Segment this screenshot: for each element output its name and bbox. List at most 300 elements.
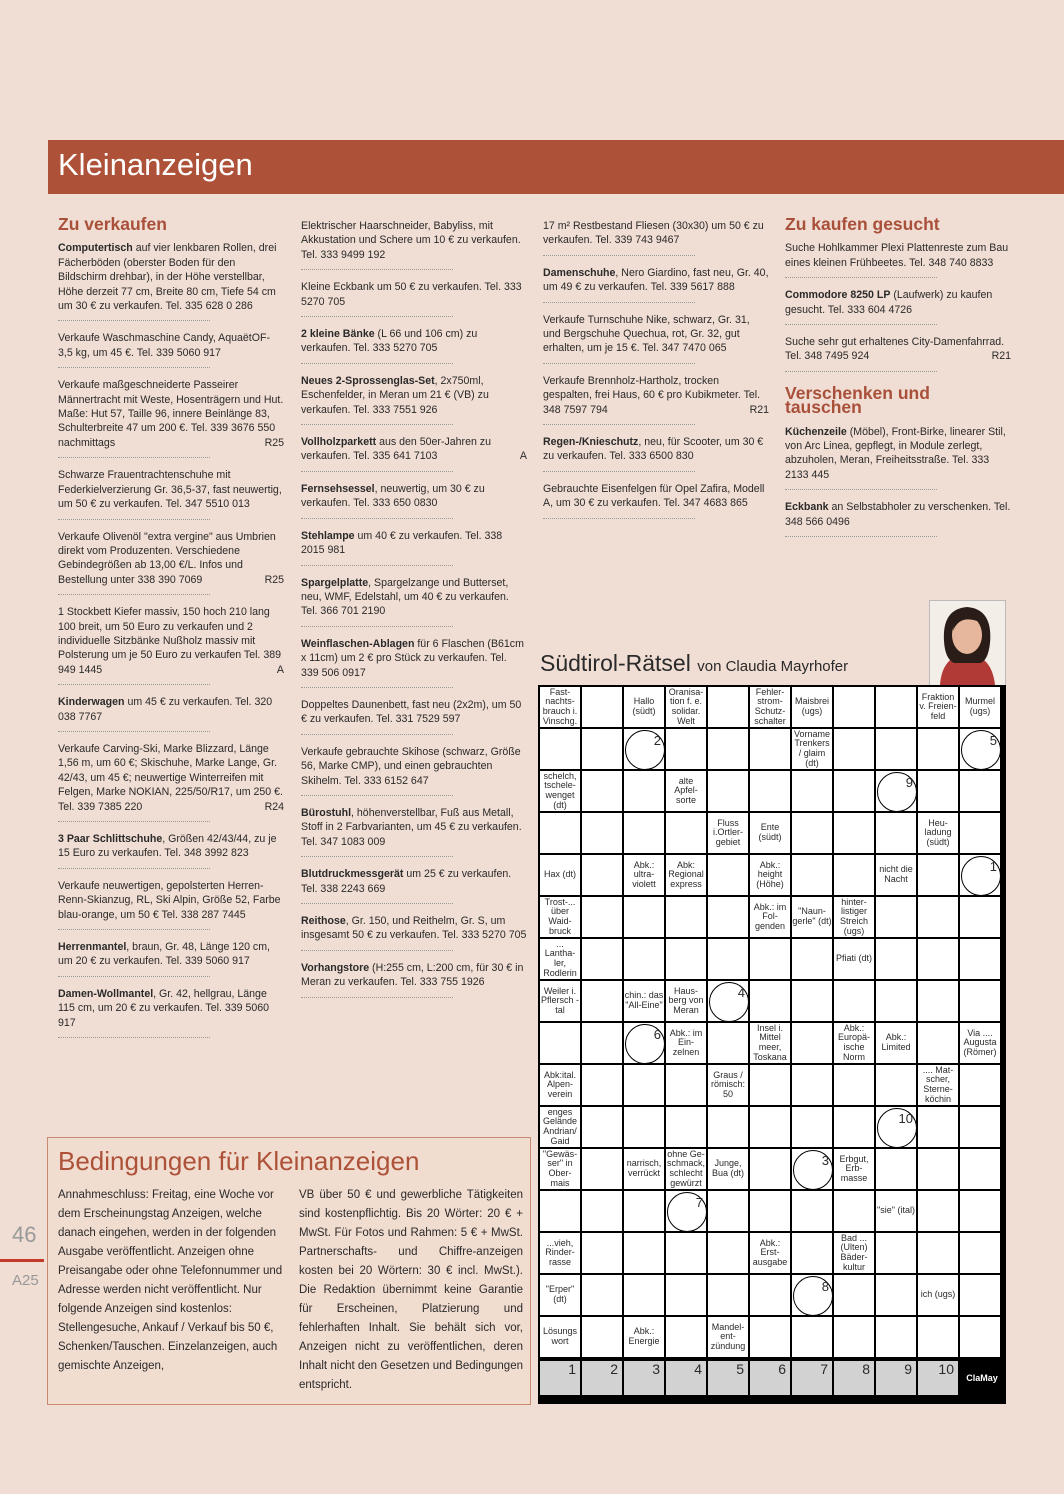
ad-text: um 25 € zu verkaufen. Tel. 338 2243 669 xyxy=(301,868,512,895)
answer-cell[interactable] xyxy=(792,1023,832,1063)
clue-cell: Abk.: Energie xyxy=(624,1317,664,1357)
classified-ad xyxy=(58,832,284,869)
author-photo xyxy=(929,600,1006,686)
answer-cell[interactable] xyxy=(624,729,664,769)
answer-cell[interactable] xyxy=(960,1233,1000,1273)
answer-cell[interactable] xyxy=(582,1233,622,1273)
answer-cell[interactable] xyxy=(876,1275,916,1315)
ad-text: Verkaufe Turnschuhe Nike, schwarz, Gr. 31, und Bergschuhe Quechua, rot, Gr. 32, gut erhalten, um je 15 €. Tel. 347 7470 065 xyxy=(543,313,750,355)
answer-cell[interactable] xyxy=(834,1191,874,1231)
clue-cell: Lösungs wort xyxy=(540,1317,580,1357)
ad-list xyxy=(785,425,1011,537)
ad-keyword: Blutdruckmessgerät xyxy=(301,868,404,881)
answer-cell[interactable] xyxy=(792,855,832,895)
ad-text: Suche Hohlkammer Plexi Plattenreste zum Bau eines kleinen Frühbeetes. Tel. 348 740 8833 xyxy=(785,242,1009,269)
classified-ad xyxy=(543,374,769,425)
clue-cell: nicht die Nacht xyxy=(876,855,916,895)
answer-cell[interactable] xyxy=(834,813,874,853)
answer-cell[interactable] xyxy=(540,1191,580,1231)
ad-text: Verkaufe Brennholz-Hartholz, trocken gespalten, frei Haus, 60 € pro Kubikmeter. Tel. 348 7597 794 xyxy=(543,374,761,416)
classified-ad xyxy=(785,241,1011,278)
answer-cell[interactable] xyxy=(624,1107,664,1147)
clue-cell: Bad ... (Ulten) Bäder-kultur xyxy=(834,1233,874,1273)
answer-cell[interactable] xyxy=(918,1233,958,1273)
answer-cell[interactable] xyxy=(750,939,790,979)
answer-cell[interactable] xyxy=(750,1275,790,1315)
answer-cell[interactable] xyxy=(708,939,748,979)
answer-cell[interactable] xyxy=(666,1275,706,1315)
solution-number: 2 xyxy=(653,733,661,748)
ad-text: , Nero Giardino, fast neu, Gr. 40, um 49 € zu verkaufen. Tel. 339 5617 888 xyxy=(543,266,769,294)
clue-cell: Trost-... über Waid-bruck xyxy=(540,897,580,937)
answer-cell[interactable] xyxy=(666,1107,706,1147)
answer-cell[interactable] xyxy=(876,939,916,979)
clue-cell: Weiler i. Pflersch -tal xyxy=(540,981,580,1021)
answer-cell[interactable] xyxy=(750,1065,790,1105)
answer-cell[interactable] xyxy=(876,729,916,769)
answer-cell[interactable] xyxy=(540,813,580,853)
clue-cell: ... Lantha-ler, Rodlerin xyxy=(540,939,580,979)
answer-cell[interactable] xyxy=(918,897,958,937)
ad-text: Verkaufe gebrauchte Skihose (schwarz, Größe 56, Marke CMP), und einen gebrauchten Skihelm. Tel. 333 6152 647 xyxy=(301,745,521,787)
column-4 xyxy=(785,215,1011,547)
clue-cell: Pfiati (dt) xyxy=(834,939,874,979)
ad-list xyxy=(301,219,527,998)
ad-text: um 40 € zu verkaufen. Tel. 338 2015 981 xyxy=(301,529,503,557)
conditions-title: Bedingungen für Kleinanzeigen xyxy=(58,1146,420,1176)
clue-cell: Maisbrei (ugs) xyxy=(792,687,832,727)
answer-cell[interactable] xyxy=(624,771,664,811)
solution-number: 4 xyxy=(737,985,745,1000)
answer-cell[interactable] xyxy=(582,939,622,979)
ad-text: Verkaufe maßgeschneiderte Passeirer Männertracht mit Weste, Hosenträgern und Hut. Maße: Hut 57, Taille 96, innere Beinlänge 83, Schulterbreite 47 um 200 €. Tel. 339 3676 550 nachmittags xyxy=(58,379,284,449)
ad-text: (Laufwerk) zu kaufen gesucht. Tel. 333 604 4726 xyxy=(785,289,993,316)
ad-text: (Möbel), Front-Birke, linearer Stil, von Arc Linea, gepflegt, in Module zerlegt, abzuholen, Meran, Freiheitsstraße. Tel. 333 2133 445 xyxy=(785,425,1006,481)
ad-code: A xyxy=(276,663,284,676)
answer-cell[interactable] xyxy=(708,771,748,811)
classified-ad xyxy=(301,961,527,998)
solution-number: 9 xyxy=(905,775,913,790)
answer-cell[interactable] xyxy=(582,1023,622,1063)
clue-cell: Abk.: im Fol-genden xyxy=(750,897,790,937)
ad-text: , Gr. 150, und Reithelm, Gr. S, um insgesamt 50 € zu verkaufen. Tel. 333 5270 705 xyxy=(301,915,527,942)
answer-cell[interactable] xyxy=(918,1107,958,1147)
page-number: 46 xyxy=(12,1222,37,1247)
answer-cell[interactable] xyxy=(834,771,874,811)
answer-cell[interactable] xyxy=(792,981,832,1021)
answer-cell[interactable] xyxy=(834,981,874,1021)
answer-cell[interactable] xyxy=(540,729,580,769)
answer-cell[interactable] xyxy=(666,1191,706,1231)
answer-cell[interactable] xyxy=(876,813,916,853)
answer-cell[interactable] xyxy=(708,1023,748,1063)
answer-cell[interactable] xyxy=(582,1107,622,1147)
answer-cell[interactable] xyxy=(582,897,622,937)
answer-cell[interactable] xyxy=(834,1107,874,1147)
answer-cell[interactable] xyxy=(582,1317,622,1357)
ad-keyword: Herrenmantel xyxy=(58,941,127,954)
puzzle-title-text: Südtirol-Rätsel xyxy=(540,650,691,676)
clue-cell: Fraktion v. Freien-feld xyxy=(918,687,958,727)
answer-cell[interactable] xyxy=(540,1023,580,1063)
answer-cell[interactable] xyxy=(624,897,664,937)
ad-keyword: Spargelplatte xyxy=(301,576,369,589)
answer-cell[interactable] xyxy=(918,939,958,979)
page-title: Kleinanzeigen xyxy=(58,147,253,182)
ad-list xyxy=(785,241,1011,371)
clue-cell: Insel i. Mittel meer, Toskana xyxy=(750,1023,790,1063)
answer-cell[interactable] xyxy=(834,687,874,727)
answer-cell[interactable] xyxy=(750,1317,790,1357)
classified-ad xyxy=(301,219,527,270)
clue-cell: "sie" (ital) xyxy=(876,1191,916,1231)
clue-cell: ohne Ge-schmack, schlecht gewürzt xyxy=(666,1149,705,1188)
ad-keyword: Damen-Wollmantel xyxy=(58,987,154,1000)
classified-ad xyxy=(543,219,769,256)
answer-cell[interactable] xyxy=(708,855,748,895)
answer-cell[interactable] xyxy=(624,1065,664,1105)
classified-ad xyxy=(543,266,769,303)
solution-number: 3 xyxy=(821,1153,829,1168)
answer-cell[interactable] xyxy=(582,1275,622,1315)
answer-cell[interactable] xyxy=(582,687,622,727)
ad-code: R25 xyxy=(264,436,284,449)
ad-text: aus den 50er-Jahren zu verkaufen. Tel. 335 641 7103 xyxy=(301,436,491,463)
answer-cell[interactable] xyxy=(666,1317,706,1357)
ad-text: 1 Stockbett Kiefer massiv, 150 hoch 210 lang 100 breit, um 50 Euro zu verkaufen und 2 individuelle Sitzbänke Nußholz massiv mit Polsterung um je 50 Euro zu verkaufen Tel. 389 949 1445 xyxy=(58,606,281,676)
classified-ad xyxy=(58,742,284,822)
answer-cell[interactable] xyxy=(666,729,706,769)
answer-cell[interactable] xyxy=(876,687,916,727)
ad-text: , neu, für Scooter, um 30 € zu verkaufen. Tel. 333 6500 830 xyxy=(543,436,764,463)
answer-cell[interactable] xyxy=(624,813,664,853)
ad-text: , Gr. 42, hellgrau, Länge 115 cm, um 20 € zu verkaufen. Tel. 339 5060 917 xyxy=(58,987,270,1029)
clue-cell: "Naun-gerle" (dt) xyxy=(792,897,832,937)
answer-cell[interactable] xyxy=(708,1107,748,1147)
answer-cell[interactable] xyxy=(960,981,1000,1021)
answer-cell[interactable] xyxy=(666,1233,706,1273)
ad-text: , neuwertig, um 30 € zu verkaufen. Tel. 333 650 0830 xyxy=(301,482,485,510)
classified-ad xyxy=(301,482,527,519)
clue-cell: ...vieh, Rinder-rasse xyxy=(540,1233,580,1273)
answer-cell[interactable] xyxy=(918,855,958,895)
answer-cell[interactable] xyxy=(960,1191,1000,1231)
solution-box[interactable]: 1 xyxy=(540,1361,580,1395)
answer-cell[interactable] xyxy=(708,897,748,937)
clue-cell: hinter-listiger Streich (ugs) xyxy=(834,897,874,937)
answer-cell[interactable] xyxy=(792,1149,832,1189)
answer-cell[interactable] xyxy=(582,729,622,769)
ad-keyword: 2 kleine Bänke xyxy=(301,328,375,341)
ad-code: R24 xyxy=(264,800,284,813)
column-2 xyxy=(301,219,527,1008)
clue-cell: .... Mat-scher, Sterne-köchin xyxy=(918,1065,958,1105)
clue-cell: Erbgut, Erb-masse xyxy=(834,1149,874,1189)
classified-ad xyxy=(301,806,527,857)
answer-cell[interactable] xyxy=(666,897,706,937)
answer-cell[interactable] xyxy=(876,1107,916,1147)
clue-cell: Junge, Bua (dt) xyxy=(708,1149,748,1189)
answer-cell[interactable] xyxy=(834,729,874,769)
answer-cell[interactable] xyxy=(834,855,874,895)
ad-code: R21 xyxy=(991,350,1011,363)
clue-cell: Haus-berg von Meran xyxy=(666,981,706,1021)
answer-cell[interactable] xyxy=(918,1149,958,1189)
answer-cell[interactable] xyxy=(876,771,916,811)
classified-ad xyxy=(58,940,284,977)
page-code: A25 xyxy=(12,1272,39,1289)
answer-cell[interactable] xyxy=(960,1107,1000,1147)
classified-ad xyxy=(785,425,1011,491)
answer-cell[interactable] xyxy=(960,1149,1000,1189)
clue-cell: enges Gelände Andrian/ Gaid xyxy=(540,1107,580,1147)
answer-cell[interactable] xyxy=(792,1233,832,1273)
answer-cell[interactable] xyxy=(750,981,790,1021)
answer-cell[interactable] xyxy=(666,939,706,979)
answer-cell[interactable] xyxy=(834,1275,874,1315)
answer-cell[interactable] xyxy=(792,1275,832,1315)
classified-ad xyxy=(785,288,1011,325)
answer-cell[interactable] xyxy=(876,981,916,1021)
ad-keyword: Vollholzparkett xyxy=(301,436,377,449)
clue-cell: Abk.: Europä-ische Norm xyxy=(834,1023,874,1063)
classified-ad xyxy=(58,378,284,458)
answer-cell[interactable] xyxy=(960,813,1000,853)
answer-cell[interactable] xyxy=(960,1065,1000,1105)
answer-cell[interactable] xyxy=(750,1149,790,1189)
answer-cell[interactable] xyxy=(960,771,1000,811)
answer-cell[interactable] xyxy=(918,1191,958,1231)
solution-number: 5 xyxy=(989,733,997,748)
answer-cell[interactable] xyxy=(582,771,622,811)
answer-cell[interactable] xyxy=(960,729,1000,769)
ad-text: Doppeltes Daunenbett, fast neu (2x2m), um 50 € zu verkaufen. Tel. 331 7529 597 xyxy=(301,698,522,726)
solution-box[interactable]: 8 xyxy=(834,1361,874,1395)
brand-logo: ClaMay xyxy=(960,1361,1004,1395)
classified-ad xyxy=(301,914,527,951)
answer-cell[interactable] xyxy=(834,1065,874,1105)
classified-ad xyxy=(785,335,1011,372)
ad-keyword: Damenschuhe xyxy=(543,266,616,279)
divider xyxy=(0,1259,44,1262)
clue-cell: Abk.: height (Höhe) xyxy=(750,855,790,895)
classified-ad xyxy=(301,745,527,796)
ad-text: Schwarze Frauentrachtenschuhe mit Federkielverzierung Gr. 36,5-37, fast neuwertig, um 50 € zu verkaufen. Tel. 347 5510 013 xyxy=(58,469,282,511)
answer-cell[interactable] xyxy=(750,771,790,811)
solution-box[interactable]: 6 xyxy=(750,1361,790,1395)
section-heading-give: Verschenken und tauschen xyxy=(785,382,930,418)
answer-cell[interactable] xyxy=(582,981,622,1021)
ad-text: , höhenverstellbar, Fuß aus Metall, Stoff in 2 Farbvarianten, um 45 € zu verkaufen. Tel. 347 1083 009 xyxy=(301,806,522,848)
ad-text: für 6 Flaschen (B61cm x 11cm) um 2 € pro Stück zu verkaufen. Tel. 339 506 0917 xyxy=(301,637,524,679)
classified-ad xyxy=(58,468,284,519)
answer-cell[interactable] xyxy=(792,939,832,979)
classified-ad xyxy=(58,605,284,685)
answer-cell[interactable] xyxy=(792,813,832,853)
ad-text: Gebrauchte Eisenfelgen für Opel Zafira, Modell A, um 30 € zu verkaufen. Tel. 347 4683 865 xyxy=(543,482,765,510)
classified-ad xyxy=(58,695,284,732)
clue-cell: Heu-ladung (südt) xyxy=(918,813,958,853)
answer-cell[interactable] xyxy=(792,1065,832,1105)
classified-ad xyxy=(301,435,527,472)
answer-cell[interactable] xyxy=(792,1317,832,1357)
clue-cell: Oranisa-tion f. e. solidar. Welt xyxy=(666,687,706,727)
ad-keyword: Weinflaschen-Ablagen xyxy=(301,637,415,650)
answer-cell[interactable] xyxy=(876,1317,916,1357)
ad-text: , Größen 42/43/44, zu je 15 Euro zu verkaufen. Tel. 348 3992 823 xyxy=(58,833,277,860)
ad-code: A xyxy=(519,450,527,463)
ad-keyword: Vorhangstore xyxy=(301,961,370,974)
answer-cell[interactable] xyxy=(708,1191,748,1231)
ad-text: Kleine Eckbank um 50 € zu verkaufen. Tel. 333 5270 705 xyxy=(301,281,522,308)
answer-cell[interactable] xyxy=(876,1149,916,1189)
clue-cell: Abk: Regional express xyxy=(666,855,706,895)
crossword-grid xyxy=(538,685,1006,1404)
classified-ad xyxy=(543,435,769,472)
ad-keyword: Reithose xyxy=(301,915,346,927)
ad-list xyxy=(543,219,769,519)
answer-cell[interactable] xyxy=(624,1275,664,1315)
ad-keyword: Computertisch xyxy=(58,242,133,255)
column-3 xyxy=(543,219,769,529)
clue-cell: Fluss i.Ortler-gebiet xyxy=(708,813,748,853)
answer-cell[interactable] xyxy=(792,1107,832,1147)
ad-code: R21 xyxy=(749,403,769,416)
clue-cell: Graus / römisch: 50 xyxy=(708,1065,748,1105)
classified-ad xyxy=(301,576,527,627)
classified-ad xyxy=(58,987,284,1038)
classified-ad xyxy=(58,879,284,930)
answer-cell[interactable] xyxy=(918,981,958,1021)
answer-cell[interactable] xyxy=(750,1107,790,1147)
answer-cell[interactable] xyxy=(708,1233,748,1273)
answer-cell[interactable] xyxy=(918,1023,958,1063)
answer-cell[interactable] xyxy=(876,1065,916,1105)
ad-text: , Spargelzange und Butterset, neu, WMF, Edelstahl, um 40 € zu verkaufen. Tel. 366 701 2190 xyxy=(301,576,509,618)
ad-code: R25 xyxy=(264,573,284,586)
puzzle-title xyxy=(540,650,848,677)
clue-cell: chin.: das "All-Eine" xyxy=(624,981,664,1021)
ad-text: Verkaufe Olivenöl "extra vergine" aus Umbrien direkt vom Produzenten. Verschiedene Gebindegrößen ab 13,00 €/L. Infos und Bestellung unter 338 390 7069 xyxy=(58,530,276,586)
classified-ad xyxy=(301,327,527,364)
conditions-text-left: Annahmeschluss: Freitag, eine Woche vor dem Erscheinungstag Anzeigen, welche danach eingehen, werden in der folgenden Ausgabe veröffentlicht. Anzeigen ohne Preisangabe oder ohne Telefonnummer und Adresse werden nicht veröffentlicht. Nur folgende Anzeigen sind kostenlos: Stellengesuche, Ankauf / Verkauf bis 50 €, Schenken/Tauschen. Einzelanzeigen, auch gemischte Anzeigen, xyxy=(58,1189,283,1372)
ad-keyword: Commodore 8250 LP xyxy=(785,289,891,302)
ad-text: 17 m² Restbestand Fliesen (30x30) um 50 € zu verkaufen. Tel. 339 743 9467 xyxy=(543,220,764,247)
classified-ad xyxy=(785,500,1011,537)
ad-text: Elektrischer Haarschneider, Babyliss, mit Akkustation und Schere um 10 € zu verkaufen. Tel. 333 9499 192 xyxy=(301,220,521,261)
answer-cell[interactable] xyxy=(582,1191,622,1231)
classified-ad xyxy=(301,529,527,566)
answer-cell[interactable] xyxy=(708,687,748,727)
classified-ad xyxy=(58,331,284,368)
classified-ad xyxy=(301,374,527,425)
answer-cell[interactable] xyxy=(582,1065,622,1105)
answer-cell[interactable] xyxy=(666,1065,706,1105)
ad-text: an Selbstabholer zu verschenken. Tel. 348 566 0496 xyxy=(785,501,1011,528)
solution-box[interactable]: 2 xyxy=(582,1361,622,1395)
ad-keyword: Regen-/Knieschutz xyxy=(543,436,639,449)
answer-cell[interactable] xyxy=(876,1233,916,1273)
conditions-text-right: VB über 50 € und gewerbliche Tätigkeiten sind kostenpflichtig. Bis 20 Wörter: 20 € + MwSt. Für Fotos und Rahmen: 5 € + MwSt. Partnerschafts- und Chiffre-anzeigen kosten bei 20 Wörtern: 30 € incl. MwSt.). Die Redaktion übernimmt keine Garantie für Erscheinen, Platzierung und fehlerhaften Inhalt. Sie behält sich vor, Anzeigen nicht zu veröffentlichen, deren Inhalt nicht den Gesetzen und Bedingungen entspricht. xyxy=(299,1189,523,1391)
answer-cell[interactable] xyxy=(708,981,748,1021)
clue-cell: Abk.: Erst-ausgabe xyxy=(750,1233,790,1273)
solution-number: 8 xyxy=(821,1279,829,1294)
solution-box[interactable]: 10 xyxy=(918,1361,958,1395)
answer-cell[interactable] xyxy=(666,813,706,853)
answer-cell[interactable] xyxy=(792,1191,832,1231)
answer-cell[interactable] xyxy=(876,897,916,937)
answer-cell[interactable] xyxy=(918,771,958,811)
ad-keyword: Stehlampe xyxy=(301,529,355,542)
column-1 xyxy=(58,215,284,1048)
classified-ad xyxy=(543,482,769,519)
clue-cell: Via .... Augusta (Römer) xyxy=(960,1023,1000,1063)
solution-box[interactable]: 9 xyxy=(876,1361,916,1395)
answer-cell[interactable] xyxy=(624,939,664,979)
answer-cell[interactable] xyxy=(708,729,748,769)
section-heading-buy: Zu kaufen gesucht xyxy=(785,214,940,234)
classified-ad xyxy=(301,867,527,904)
answer-cell[interactable] xyxy=(960,1317,1000,1357)
answer-cell[interactable] xyxy=(708,1275,748,1315)
clue-cell: schelch, tschele-wenget (dt) xyxy=(540,771,580,811)
ad-keyword: Küchenzeile xyxy=(785,425,847,438)
clue-cell: Fehler-strom-Schutz-schalter xyxy=(750,687,790,727)
ad-keyword: Kinderwagen xyxy=(58,696,125,709)
answer-cell[interactable] xyxy=(960,939,1000,979)
ad-keyword: Neues 2-Sprossenglas-Set xyxy=(301,374,435,387)
answer-cell[interactable] xyxy=(624,1191,664,1231)
answer-cell[interactable] xyxy=(582,813,622,853)
answer-cell[interactable] xyxy=(750,1191,790,1231)
ad-text: (L 66 und 106 cm) zu verkaufen. Tel. 333 5270 705 xyxy=(301,328,478,355)
puzzle-author: von Claudia Mayrhofer xyxy=(697,658,849,675)
solution-box[interactable]: 7 xyxy=(792,1361,832,1395)
ad-text: , braun, Gr. 48, Länge 120 cm, um 20 € zu verkaufen. Tel. 339 5060 917 xyxy=(58,941,270,968)
solution-box[interactable]: 4 xyxy=(666,1361,706,1395)
answer-cell[interactable] xyxy=(582,855,622,895)
answer-cell[interactable] xyxy=(918,1317,958,1357)
classified-ad xyxy=(301,698,527,735)
clue-cell: ich (ugs) xyxy=(918,1275,958,1315)
answer-cell[interactable] xyxy=(792,771,832,811)
clue-cell: narrisch, verrückt xyxy=(624,1149,664,1189)
classified-ad xyxy=(301,280,527,317)
answer-cell[interactable] xyxy=(834,1317,874,1357)
answer-cell[interactable] xyxy=(960,1275,1000,1315)
ad-keyword: Bürostuhl xyxy=(301,806,352,819)
solution-number: 7 xyxy=(695,1195,703,1210)
solution-box[interactable]: 3 xyxy=(624,1361,664,1395)
answer-cell[interactable] xyxy=(960,855,1000,895)
answer-cell[interactable] xyxy=(960,897,1000,937)
ad-text: Verkaufe Waschmaschine Candy, AquaёtOF-3,5 kg, um 45 €. Tel. 339 5060 917 xyxy=(58,332,270,359)
classified-ad xyxy=(58,530,284,596)
solution-box[interactable]: 5 xyxy=(708,1361,748,1395)
clue-cell: Abk.: ultra-violett xyxy=(624,855,664,895)
answer-cell[interactable] xyxy=(918,729,958,769)
answer-cell[interactable] xyxy=(624,1023,664,1063)
clue-cell: "Gewäs-ser" in Ober-mais xyxy=(540,1149,580,1189)
answer-cell[interactable] xyxy=(750,729,790,769)
conditions-box xyxy=(47,1137,531,1405)
ad-text: Suche sehr gut erhaltenes City-Damenfahrrad. Tel. 348 7495 924 xyxy=(785,336,1005,363)
answer-cell[interactable] xyxy=(582,1149,622,1189)
ad-list xyxy=(58,241,284,1038)
solution-number: 6 xyxy=(653,1027,661,1042)
ad-text: Verkaufe neuwertigen, gepolsterten Herren-Renn-Skianzug, RL, Ski Alpin, Größe 52, Farbe blau-orange, um 50 € Tel. 338 287 7445 xyxy=(58,879,281,921)
answer-cell[interactable] xyxy=(624,1233,664,1273)
